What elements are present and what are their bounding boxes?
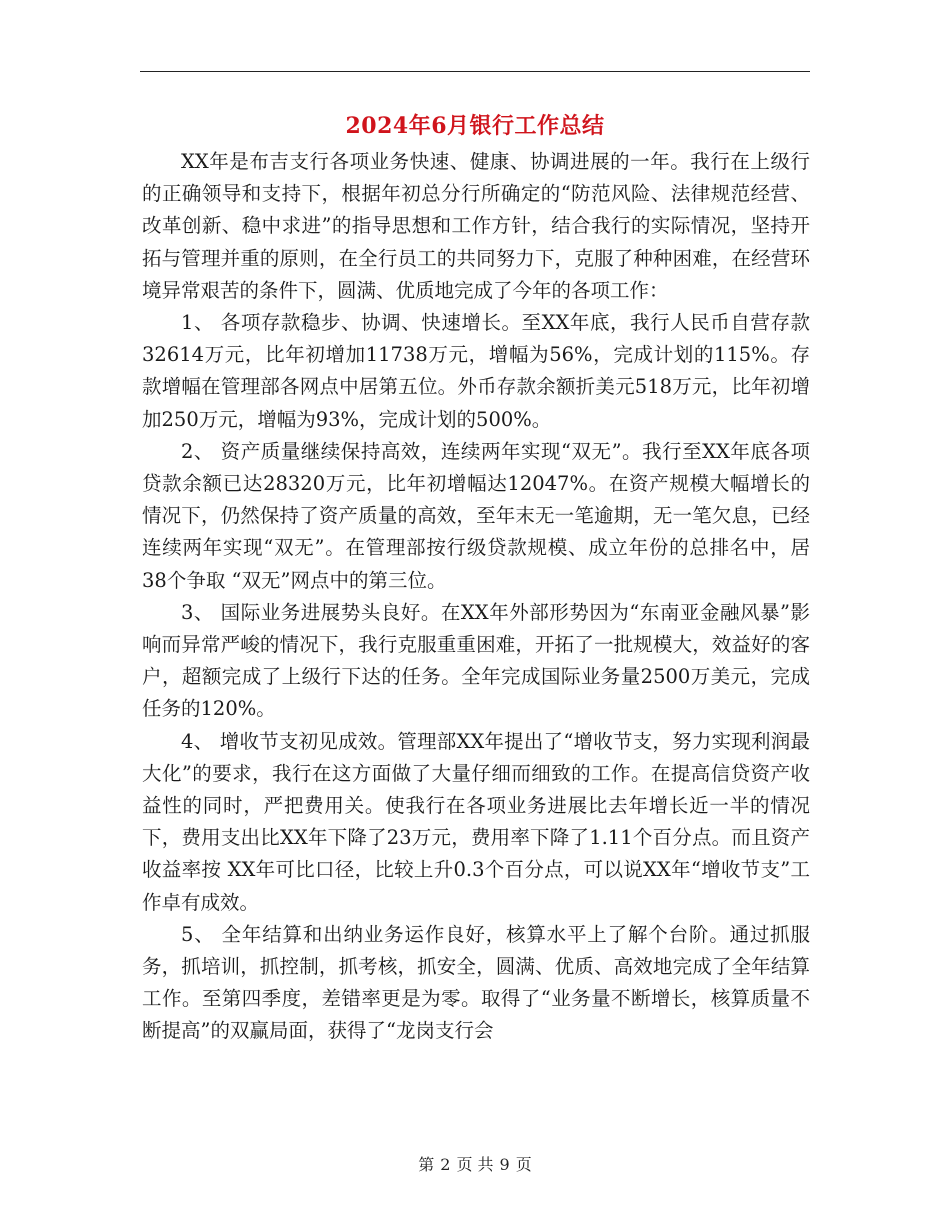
paragraph-item-2: 2、 资产质量继续保持高效，连续两年实现“双无”。我行至XX年底各项贷款余额已达28320万元，比年初增幅达12047%。在资产规模大幅增长的情况下，仍然保持了资产质量的高效，至年末无一笔逾期，无一笔欠息，已经连续两年实现“双无”。在管理部按行级贷款规模、成立年份的总排名中，居38个争取 “双无”网点中的第三位。 xyxy=(142,439,810,592)
page-footer xyxy=(0,1153,950,1177)
paragraph-intro: XX年是布吉支行各项业务快速、健康、协调进展的一年。我行在上级行的正确领导和支持下，根据年初总分行所确定的“防范风险、法律规范经营、改革创新、稳中求进”的指导思想和工作方针，结合我行的实际情况，坚持开拓与管理并重的原则，在全行员工的共同努力下，克服了种种困难，在经营环境异常艰苦的条件下，圆满、优质地完成了今年的各项工作： xyxy=(142,150,810,302)
document-body xyxy=(142,146,810,1048)
footer-prefix: 第 xyxy=(418,1155,435,1174)
paragraph-item-3: 3、 国际业务进展势头良好。在XX年外部形势因为“东南亚金融风暴”影响而异常严峻的情况下，我行克服重重困难，开拓了一批规模大，效益好的客户，超额完成了上级行下达的任务。全年完成国际业务量2500万美元，完成任务的120%。 xyxy=(142,600,810,721)
paragraph-item-1: 1、 各项存款稳步、协调、快速增长。至XX年底，我行人民币自营存款32614万元，比年初增加11738万元，增幅为56%，完成计划的115%。存款增幅在管理部各网点中居第五位。外币存款余额折美元518万元，比年初增加250万元，增幅为93%，完成计划的500%。 xyxy=(142,311,810,431)
footer-middle: 页 共 xyxy=(456,1155,494,1174)
footer-suffix: 页 xyxy=(515,1155,532,1174)
header-rule xyxy=(140,71,810,72)
footer-total-pages: 9 xyxy=(499,1155,510,1174)
paragraph-item-4: 4、 增收节支初见成效。管理部XX年提出了“增收节支，努力实现利润最大化”的要求，我行在这方面做了大量仔细而细致的工作。在提高信贷资产收益性的同时，严把费用关。使我行在各项业务进展比去年增长近一半的情况下，费用支出比XX年下降了23万元，费用率下降了1.11个百分点。而且资产收益率按 XX年可比口径，比较上升0.3个百分点，可以说XX年“增收节支”工作卓有成效。 xyxy=(142,729,810,914)
footer-current-page: 2 xyxy=(440,1155,451,1174)
paragraph-item-5: 5、 全年结算和出纳业务运作良好，核算水平上了解个台阶。通过抓服务，抓培训，抓控制，抓考核，抓安全，圆满、优质、高效地完成了全年结算工作。至第四季度，差错率更是为零。取得了“业务量不断增长，核算质量不断提高”的双赢局面，获得了“龙岗支行会 xyxy=(142,922,810,1043)
document-title: 2024年6月银行工作总结 xyxy=(345,113,605,139)
